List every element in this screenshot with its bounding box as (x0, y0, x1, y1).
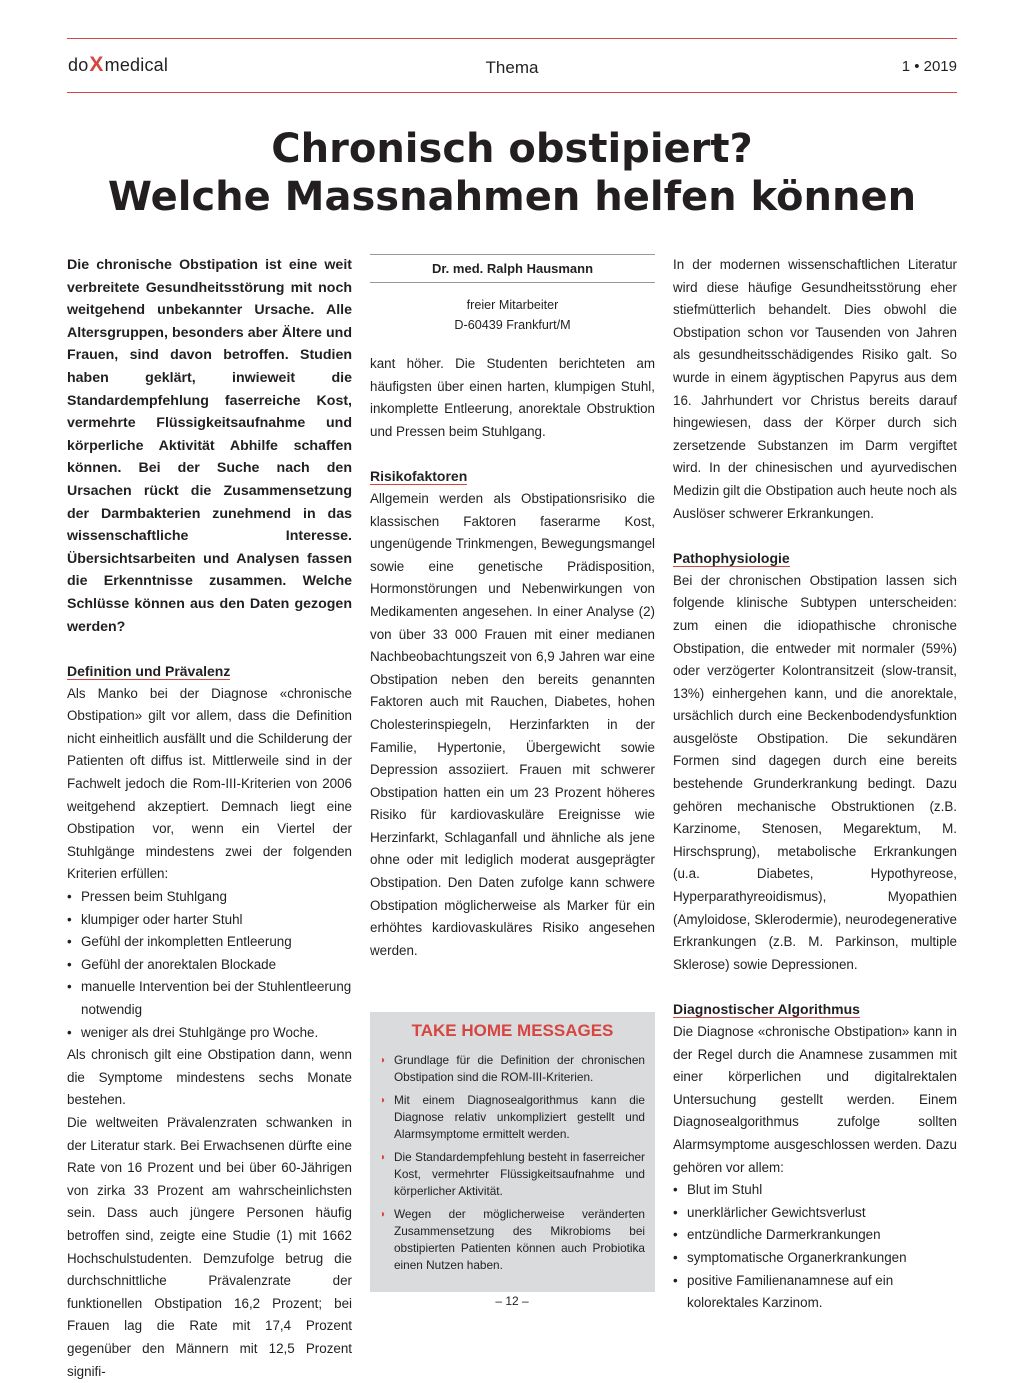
brand-logo: doXmedical (68, 53, 169, 76)
risk-paragraph: Allgemein werden als Obstipationsrisiko die klassischen Faktoren faserarme Kost, ungenügende Trinkmengen, Bewegungsmangel sowie eine genetische Prädisposition, Hormonstörungen und Nebenwirkungen von Medikamenten angesehen. In einer Analyse (2) von über 33 000 Frauen mit einer medianen Nachbeobachtungszeit von 6,9 Jahren war eine Obstipation neben den bereits genannten Faktoren auch mit Rauchen, Diabetes, hohen Cholesterinspiegeln, Herzinfarkten in der Familie, Hypertonie, Übergewicht sowie Depression assoziiert. Frauen mit schwerer Obstipation hatten ein um 23 Prozent höheres Risiko für kardiovaskuläre Ereignisse wie Herzinfarkt, Schlaganfall und ähnliche als jene ohne oder mit lediglich moderat ausgeprägter Obstipation. Den Daten zufolge kann schwere Obstipation möglicherweise als Marker für ein erhöhtes kardiovaskuläres Risiko angesehen werden. (370, 490, 655, 958)
column-1 (67, 254, 352, 1383)
pathophysiology-paragraph: Bei der chronischen Obstipation lassen sich folgende klinische Subtypen unterscheiden: zum einen die idiopathische chronische Obstipation, die entweder mit normaler (59%) oder verzögerter Kolontransitzeit (slow-transit, 13%) einhergehen kann, und die anorektale, ursächlich durch eine Beckenbodendysfunktion ausgelöste Obstipation. Die sekundären Formen sind dagegen durch eine bereits bestehende Grunderkrankung bedingt. Dazu gehören mechanische Obstruktionen (z.B. Karzinome, Stenosen, Megarektum, M. Hirschsprung), metabolische Erkrankungen (u.a. Diabetes, Hypothyreose, Hyperparathyreoidismus), Myopathien (Amyloidose, Sklerodermie), neurodegenerative Erkrankungen (z.B. M. Parkinson, multiple Sklerose) sowie Depressionen. (673, 572, 957, 972)
header-rule-top (67, 38, 957, 39)
heading-risk: Risikofaktoren (370, 468, 468, 485)
list-item: • klumpiger oder harter Stuhl (67, 909, 352, 932)
intro-paragraph: In der modernen wissenschaftlichen Literatur wird diese häufige Gesundheitsstörung eher stiefmütterlich behandelt. Dies obwohl die Obstipation schon vor Tausenden von Jahren als gesundheitsschädigendes Risiko galt. So wurde in einem ägyptischen Papyrus aus dem 16. Jahrhundert vor Christus bereits darauf hingewiesen, dass der Körper durch sich zersetzende Substanzen im Darm vergiftet wird. In der chinesischen und ayurvedischen Medizin gilt die Obstipation auch heute noch als Auslöser schwerer Erkrankungen. (673, 257, 957, 521)
list-item: ◗ Mit einem Diagnosealgorithmus kann die Diagnose relativ unkompliziert gestellt und Alarmsymptome ermittelt werden. (380, 1092, 645, 1143)
list-item: • unerklärlicher Gewichtsverlust (673, 1202, 957, 1225)
definition-paragraph: Als Manko bei der Diagnose «chronische Obstipation» gilt vor allem, dass die Definition nicht einheitlich ausfällt und die Schilderung der Patienten oft diffus ist. Mittlerweile sind in der Fachwelt jedoch die Rom-III-Kriterien von 2006 weitgehend akzeptiert. Demnach liegt eine Obstipation vor, wenn ein Viertel der Stuhlgänge mindestens zwei der folgenden Kriterien erfüllen: (67, 685, 352, 882)
list-item: ◗ Die Standardempfehlung besteht in faserreicher Kost, vermehrter Flüssigkeitsaufnahme und körperlicher Aktivität. (380, 1149, 645, 1200)
diagnostic-paragraph: Die Diagnose «chronische Obstipation» kann in der Regel durch die Anamnese zusammen mit einer körperlichen und digitalrektalen Untersuchung gestellt werden. Einem Diagnosealgorithmus zufolge sollten Alarmsymptome ausgeschlossen werden. Dazu gehören vor allem: (673, 1024, 957, 1175)
heading-pathophysiology: Pathophysiologie (673, 550, 790, 567)
chronic-paragraph: Als chronisch gilt eine Obstipation dann, wenn die Symptome mindestens sechs Monate bestehen. (67, 1047, 352, 1108)
continuation-paragraph: kant höher. Die Studenten berichteten am häufigsten über einen harten, klumpigen Stuhl, inkomplette Entleerung, anorektale Obstruktion und Pressen beim Stuhlgang. (370, 356, 655, 439)
list-item: • manuelle Intervention bei der Stuhlentleerung notwendig (67, 976, 352, 1021)
author-name: Dr. med. Ralph Hausmann (370, 254, 655, 283)
list-item: ◗ Wegen der möglicherweise veränderten Zusammensetzung des Mikrobioms bei obstipierten Patienten können auch Probiotika einen Nutzen haben. (380, 1206, 645, 1274)
list-item: • Pressen beim Stuhlgang (67, 886, 352, 909)
page-number: – 12 – (495, 1294, 529, 1308)
list-item: • entzündliche Darmerkrankungen (673, 1224, 957, 1247)
list-item: • symptomatische Organerkrankungen (673, 1247, 957, 1270)
prevalence-paragraph: Die weltweiten Prävalenzraten schwanken in der Literatur stark. Bei Erwachsenen dürfte eine Rate von 16 Prozent und bei über 60-Jährigen von zirka 33 Prozent am wahrscheinlichsten sein. Dass auch jüngere Personen häufig betroffen sind, zeigte eine Studie (1) mit 1662 Hochschulstudenten. Demzufolge betrug die durchschnittliche Prävalenzrate der funktionellen Obstipation 16,2 Prozent; bei Frauen lag die Rate mit 17,4 Prozent gegenüber den Männern mit 12,5 Prozent signifi- (67, 1114, 352, 1379)
issue-number: 1 • 2019 (901, 58, 957, 75)
column-3 (673, 254, 957, 1315)
lead-paragraph: Die chronische Obstipation ist eine weit verbreitete Gesundheitsstörung mit noch weitgehend unbekannter Ursache. Alle Altersgruppen, besonders aber Ältere und Frauen, sind davon betroffen. Studien haben geklärt, inwieweit die Standardempfehlung faserreiche Kost, vermehrte Flüssigkeitsaufnahme und körperliche Aktivität Abhilfe schaffen können. Bei der Suche nach den Ursachen rückt die Zusammensetzung der Darmbakterien zunehmend in das wissenschaftliche Interesse. Übersichtsarbeiten und Analysen fassen die Erkenntnisse zusammen. Welche Schlüsse können aus den Daten gezogen werden? (67, 257, 352, 635)
author-affiliation: freier Mitarbeiter D-60439 Frankfurt/M (454, 298, 571, 332)
list-item: • Gefühl der anorektalen Blockade (67, 954, 352, 977)
column-2 (370, 254, 655, 1292)
page-title: Chronisch obstipiert? Welche Massnahmen helfen können (107, 126, 917, 220)
list-item: • weniger als drei Stuhlgänge pro Woche. (67, 1022, 352, 1045)
heading-diagnostic: Diagnostischer Algorithmus (673, 1001, 860, 1018)
take-home-list (380, 1052, 645, 1274)
list-item: • Blut im Stuhl (673, 1179, 957, 1202)
list-item: ◗ Grundlage für die Definition der chronischen Obstipation sind die ROM-III-Kriterien. (380, 1052, 645, 1086)
take-home-title: TAKE HOME MESSAGES (411, 1021, 614, 1041)
heading-definition: Definition und Prävalenz (67, 663, 231, 680)
header-rule-bottom (67, 92, 957, 93)
criteria-list (67, 886, 352, 1044)
list-item: • Gefühl der inkompletten Entleerung (67, 931, 352, 954)
take-home-box (370, 1012, 655, 1292)
rubric-label: Thema (485, 58, 539, 77)
list-item: • positive Familienanamnese auf ein kolorektales Karzinom. (673, 1270, 957, 1315)
